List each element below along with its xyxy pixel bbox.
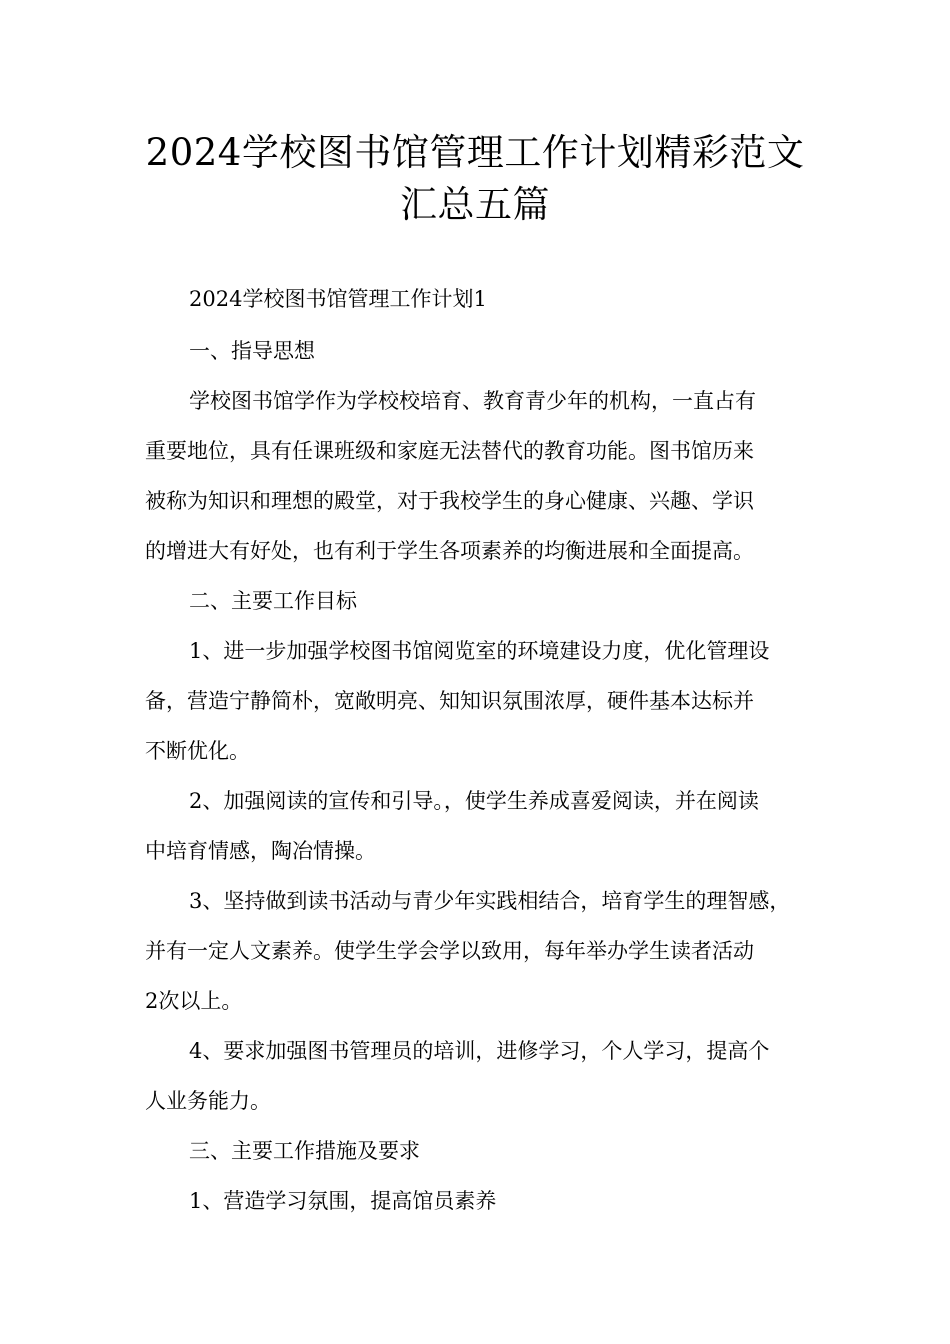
paragraph-line: 学校图书馆学作为学校校培育、教育青少年的机构，一直占有 [189, 389, 756, 413]
paragraph-line: 不断优化。 [145, 739, 250, 763]
paragraph-line: 的增进大有好处，也有利于学生各项素养的均衡进展和全面提高。 [145, 539, 754, 563]
subheading: 三、主要工作措施及要求 [189, 1139, 420, 1163]
paragraph-line: 2次以上。 [145, 989, 243, 1013]
paragraph-line: 中培育情感，陶冶情操。 [145, 839, 376, 863]
paragraph-line: 4、要求加强图书管理员的培训，进修学习，个人学习，提高个 [189, 1039, 770, 1063]
paragraph-line: 1、进一步加强学校图书馆阅览室的环境建设力度，优化管理设 [189, 639, 770, 663]
subheading: 二、主要工作目标 [189, 589, 357, 613]
paragraph-line: 并有一定人文素养。使学生学会学以致用，每年举办学生读者活动 [145, 939, 754, 963]
paragraph-line: 被称为知识和理想的殿堂，对于我校学生的身心健康、兴趣、学识 [145, 489, 754, 513]
paragraph-line: 重要地位，具有任课班级和家庭无法替代的教育功能。图书馆历来 [145, 439, 754, 463]
paragraph-line: 备，营造宁静简朴，宽敞明亮、知知识氛围浓厚，硬件基本达标并 [145, 689, 754, 713]
document-title-line-2: 汇总五篇 [400, 183, 550, 226]
paragraph-line: 1、营造学习氛围，提高馆员素养 [189, 1189, 497, 1213]
subheading: 一、指导思想 [189, 339, 315, 363]
paragraph-line: 3、坚持做到读书活动与青少年实践相结合，培育学生的理智感， [189, 889, 791, 913]
paragraph-line: 2、加强阅读的宣传和引导。，使学生养成喜爱阅读，并在阅读 [189, 789, 759, 813]
document-title-line-1: 2024学校图书馆管理工作计划精彩范文 [145, 131, 805, 174]
section-heading: 2024学校图书馆管理工作计划1 [189, 287, 487, 311]
paragraph-line: 人业务能力。 [145, 1089, 271, 1113]
